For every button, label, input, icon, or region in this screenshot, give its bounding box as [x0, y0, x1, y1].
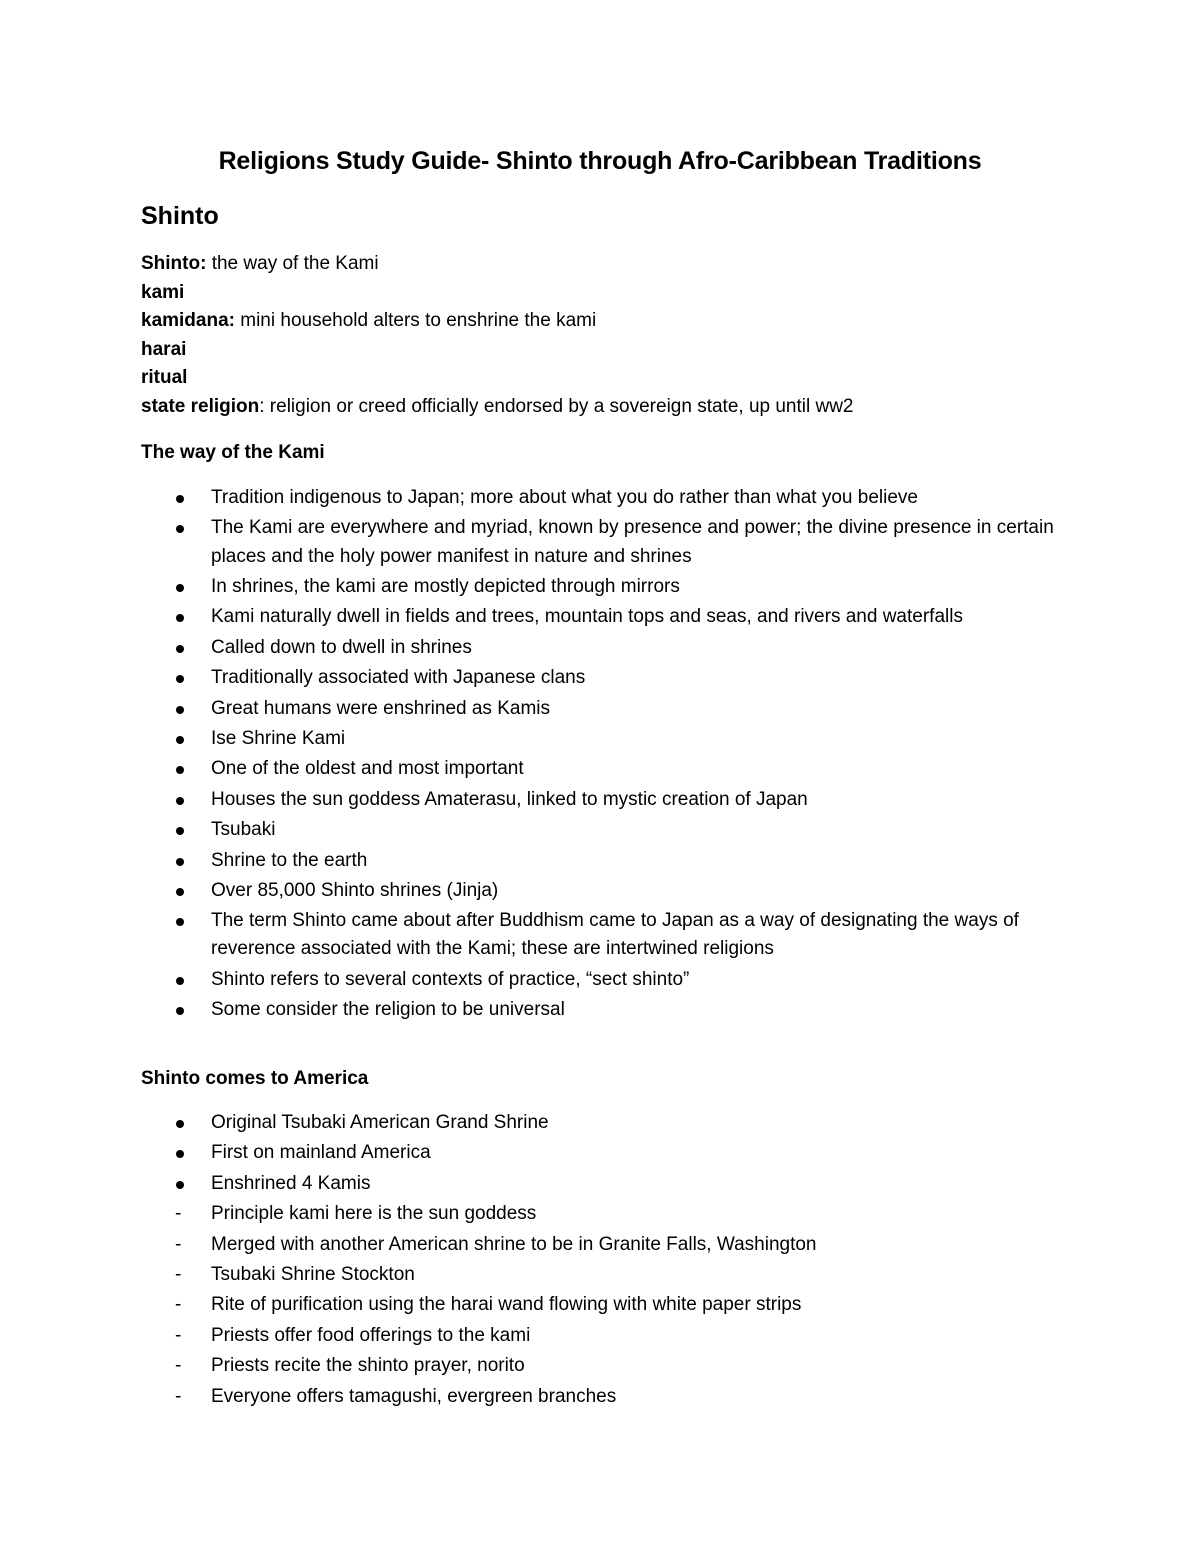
- dash-marker: -: [175, 1263, 182, 1285]
- bullet-icon: [176, 888, 184, 896]
- list-item-text: Tsubaki Shrine Stockton: [211, 1263, 415, 1285]
- list-item-text: Priests recite the shinto prayer, norito: [211, 1355, 525, 1377]
- list-item-text: Houses the sun goddess Amaterasu, linked to mystic creation of Japan: [211, 788, 808, 810]
- list-item-text: Some consider the religion to be universal: [211, 999, 565, 1021]
- list-item-text: Tradition indigenous to Japan; more about what you do rather than what you believe: [211, 487, 918, 508]
- bullet-icon: [176, 827, 184, 835]
- list-item-text: Ise Shrine Kami: [211, 727, 346, 749]
- dash-marker: -: [175, 1203, 182, 1225]
- list-item: [141, 786, 1061, 814]
- bullet-icon: [176, 706, 184, 714]
- bullet-icon: [176, 614, 184, 622]
- list-item: [141, 966, 1061, 994]
- dash-list-item: [141, 1352, 1061, 1380]
- list-item-text: Enshrined 4 Kamis: [211, 1172, 371, 1194]
- bullet-icon: [176, 675, 184, 683]
- list-item-text: Merged with another American shrine to be in Granite Falls, Washington: [211, 1233, 817, 1255]
- list-item: [141, 1109, 1061, 1137]
- list-item: [141, 573, 1061, 601]
- dash-list-item: [141, 1231, 1061, 1259]
- bullet-icon: [176, 1150, 184, 1158]
- bullet-icon: [176, 766, 184, 774]
- list-item: [141, 755, 1061, 783]
- list-item-text: Priests offer food offerings to the kami: [211, 1324, 531, 1346]
- bullet-icon: [176, 1007, 184, 1015]
- list-item: [141, 664, 1061, 692]
- definition-line: [141, 393, 1101, 422]
- dash-marker: -: [175, 1294, 182, 1316]
- list-item-text: Principle kami here is the sun goddess: [211, 1203, 537, 1225]
- bullet-icon: [176, 1120, 184, 1128]
- bullet-icon: [176, 918, 184, 926]
- list-item-text: The Kami are everywhere and myriad, known by presence and power; the divine presence in certain places and the holy power manifest in nature and shrines: [211, 517, 1054, 567]
- list-item-text: Everyone offers tamagushi, evergreen branches: [211, 1385, 617, 1407]
- list-item: [141, 996, 1061, 1024]
- bullet-icon: [176, 1181, 184, 1189]
- definition-text: mini household alters to enshrine the kami: [234, 310, 597, 332]
- list-item-text: The term Shinto came about after Buddhism came to Japan as a way of designating the ways of reverence associated with the Kami; these are intertwined religions: [211, 910, 1019, 960]
- dash-list-item: [141, 1291, 1061, 1319]
- list-item-text: Rite of purification using the harai wand flowing with white paper strips: [211, 1294, 802, 1316]
- dash-list-item: [141, 1322, 1061, 1350]
- list-item: [141, 634, 1061, 662]
- way-of-kami-list: [141, 484, 1061, 1027]
- definitions-block: [141, 250, 1101, 422]
- list-item: [141, 907, 1061, 963]
- definition-term: state religion: [141, 395, 260, 417]
- list-item-text: First on mainland America: [211, 1142, 431, 1164]
- document-title: Religions Study Guide- Shinto through Afro-Caribbean Traditions: [218, 147, 982, 175]
- dash-marker: -: [175, 1385, 182, 1407]
- definition-term: kami: [141, 281, 185, 303]
- list-item: [141, 603, 1061, 631]
- list-item-text: Called down to dwell in shrines: [211, 636, 472, 658]
- list-item: [141, 847, 1061, 875]
- section-heading-shinto: Shinto: [141, 202, 219, 230]
- dash-marker: -: [175, 1233, 182, 1255]
- definition-term: ritual: [141, 367, 188, 389]
- list-item: [141, 725, 1061, 753]
- bullet-icon: [176, 495, 184, 503]
- list-item-text: Traditionally associated with Japanese clans: [211, 667, 586, 689]
- bullet-icon: [176, 977, 184, 985]
- bullet-icon: [176, 858, 184, 866]
- definition-line: [141, 279, 1101, 308]
- bullet-icon: [176, 584, 184, 592]
- definition-term: harai: [141, 338, 187, 360]
- definition-line: [141, 307, 1101, 336]
- dash-list-item: [141, 1200, 1061, 1228]
- list-item: [141, 816, 1061, 844]
- shinto-america-list: [141, 1109, 1061, 1413]
- list-item-text: One of the oldest and most important: [211, 758, 524, 780]
- list-item: [141, 1170, 1061, 1198]
- bullet-icon: [176, 645, 184, 653]
- bullet-icon: [176, 797, 184, 805]
- definition-text: : religion or creed officially endorsed by a sovereign state, up until ww2: [259, 395, 854, 417]
- subheading-shinto-america: Shinto comes to America: [141, 1068, 369, 1089]
- list-item-text: Shinto refers to several contexts of practice, “sect shinto”: [211, 968, 690, 990]
- list-item-text: Shrine to the earth: [211, 849, 368, 871]
- dash-marker: -: [175, 1355, 182, 1377]
- list-item: [141, 484, 1061, 512]
- definition-text: the way of the Kami: [206, 253, 379, 274]
- definition-line: [141, 336, 1101, 365]
- dash-marker: -: [175, 1324, 182, 1346]
- list-item-text: Original Tsubaki American Grand Shrine: [211, 1112, 549, 1133]
- list-item-text: Tsubaki: [211, 819, 276, 841]
- definition-term: kamidana:: [141, 310, 235, 332]
- bullet-icon: [176, 736, 184, 744]
- definition-term: Shinto:: [141, 253, 207, 274]
- list-item: [141, 514, 1061, 570]
- subheading-way-of-kami: The way of the Kami: [141, 442, 325, 463]
- list-item-text: Kami naturally dwell in fields and trees, mountain tops and seas, and rivers and waterfalls: [211, 606, 963, 628]
- bullet-icon: [176, 525, 184, 533]
- list-item: [141, 695, 1061, 723]
- dash-list-item: [141, 1261, 1061, 1289]
- list-item-text: Over 85,000 Shinto shrines (Jinja): [211, 879, 499, 901]
- list-item: [141, 1139, 1061, 1167]
- definition-line: [141, 364, 1101, 393]
- list-item: [141, 877, 1061, 905]
- list-item-text: In shrines, the kami are mostly depicted through mirrors: [211, 575, 680, 597]
- dash-list-item: [141, 1383, 1061, 1411]
- definition-line: [141, 250, 1101, 279]
- list-item-text: Great humans were enshrined as Kamis: [211, 697, 550, 719]
